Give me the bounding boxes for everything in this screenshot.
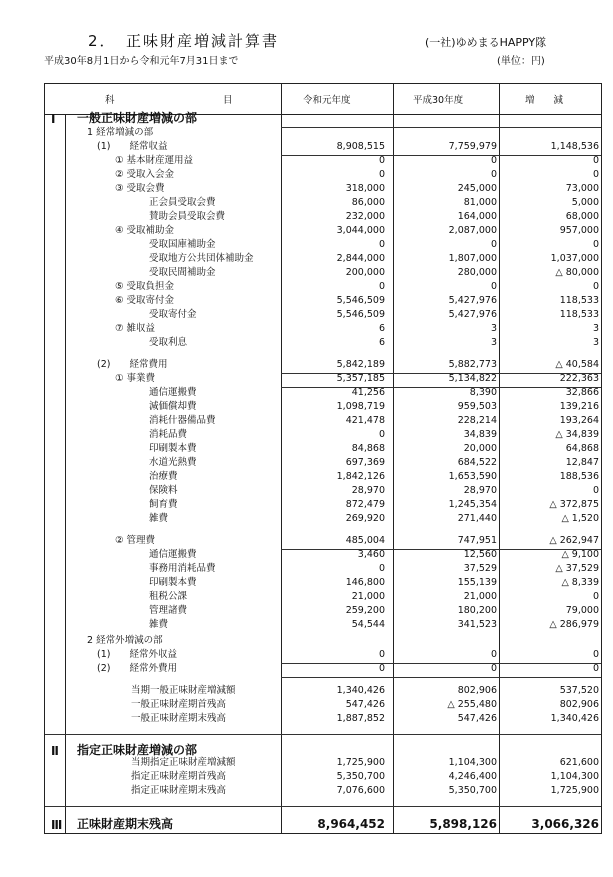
prior-year-value: 3 xyxy=(490,337,497,348)
current-year-value: 0 xyxy=(378,649,385,660)
change-value: 32,866 xyxy=(565,387,599,398)
current-year-value: 547,426 xyxy=(345,699,385,710)
row-label: 事務用消耗品費 xyxy=(149,563,216,574)
current-year-value: 0 xyxy=(378,429,385,440)
row-label: 雑費 xyxy=(149,513,169,524)
table-row xyxy=(45,513,601,525)
table-row xyxy=(45,112,601,124)
statement-title: 2． 正味財産増減計算書 xyxy=(88,32,280,50)
table-row xyxy=(45,663,601,675)
prior-year-value: 20,000 xyxy=(463,443,497,454)
table-row xyxy=(45,635,601,647)
section-rule xyxy=(45,806,601,807)
prior-year-value: 1,807,000 xyxy=(448,253,497,264)
row-label: 租税公課 xyxy=(149,591,188,602)
prior-year-value: 1,104,300 xyxy=(448,757,497,768)
row-label: 当期一般正味財産増減額 xyxy=(131,685,236,696)
row-label: ② 受取入会金 xyxy=(115,169,175,180)
change-value: 1,340,426 xyxy=(550,713,599,724)
table-row xyxy=(45,757,601,769)
change-value: 12,847 xyxy=(565,457,599,468)
prior-year-value: 802,906 xyxy=(457,685,497,696)
row-label: 指定正味財産増減の部 xyxy=(77,743,198,757)
row-label: 消耗什器備品費 xyxy=(149,415,216,426)
change-value: 1,037,000 xyxy=(550,253,599,264)
change-value: 73,000 xyxy=(565,183,599,194)
prior-year-value: 547,426 xyxy=(457,713,497,724)
prior-year-value: 1,245,354 xyxy=(448,499,497,510)
current-year-value: 2,844,000 xyxy=(336,253,385,264)
current-year-value: 1,340,426 xyxy=(336,685,385,696)
row-label: ④ 受取補助金 xyxy=(115,225,175,236)
header-current-year: 令和元年度 xyxy=(303,95,351,106)
row-label: 2 経常外増減の部 xyxy=(87,635,163,646)
prior-year-value: 164,000 xyxy=(457,211,497,222)
prior-year-value: 0 xyxy=(490,155,497,166)
table-row xyxy=(45,337,601,349)
table-row xyxy=(45,563,601,575)
table-row xyxy=(45,127,601,139)
current-year-value: 3,044,000 xyxy=(336,225,385,236)
change-value: 0 xyxy=(592,169,599,180)
current-year-value: 872,479 xyxy=(345,499,385,510)
change-value: 0 xyxy=(592,663,599,674)
rule-line xyxy=(281,677,601,678)
change-value: 222,363 xyxy=(559,373,599,384)
current-year-value: 697,369 xyxy=(345,457,385,468)
prior-year-value: 0 xyxy=(490,281,497,292)
current-year-value: 1,098,719 xyxy=(336,401,385,412)
unit-label: (単位：円) xyxy=(497,56,545,67)
prior-year-value: 5,898,126 xyxy=(429,817,497,831)
table-row xyxy=(45,549,601,561)
change-value: 1,148,536 xyxy=(550,141,599,152)
prior-year-value: 245,000 xyxy=(457,183,497,194)
change-value: 118,533 xyxy=(559,295,599,306)
row-label: ⑥ 受取寄付金 xyxy=(115,295,175,306)
prior-year-value: 228,214 xyxy=(457,415,497,426)
current-year-value: 86,000 xyxy=(351,197,385,208)
change-value: 3 xyxy=(592,323,599,334)
row-label: (2) 経常外費用 xyxy=(97,663,177,674)
current-year-value: 1,887,852 xyxy=(336,713,385,724)
prior-year-value: 8,390 xyxy=(469,387,497,398)
table-row xyxy=(45,415,601,427)
change-value: 64,868 xyxy=(565,443,599,454)
current-year-value: 8,964,452 xyxy=(317,817,385,831)
table-row xyxy=(45,359,601,371)
current-year-value: 5,842,189 xyxy=(336,359,385,370)
row-label: 水道光熱費 xyxy=(149,457,197,468)
row-label: (1) 経常収益 xyxy=(97,141,168,152)
change-value: 0 xyxy=(592,239,599,250)
prior-year-value: 81,000 xyxy=(463,197,497,208)
change-value: 193,264 xyxy=(559,415,599,426)
table-row xyxy=(45,267,601,279)
change-value: △ 34,839 xyxy=(555,429,599,440)
table-row xyxy=(45,253,601,265)
header-subject-1: 科 xyxy=(105,95,115,106)
prior-year-value: 5,350,700 xyxy=(448,785,497,796)
table-row xyxy=(45,309,601,321)
prior-year-value: 7,759,979 xyxy=(448,141,497,152)
change-value: 5,000 xyxy=(571,197,599,208)
current-year-value: 5,350,700 xyxy=(336,771,385,782)
table-row xyxy=(45,323,601,335)
roman-numeral-2: Ⅱ xyxy=(51,744,59,758)
prior-year-value: 37,529 xyxy=(463,563,497,574)
table-row xyxy=(45,649,601,661)
table-row xyxy=(45,239,601,251)
section-rule xyxy=(45,734,601,735)
fiscal-period: 平成30年8月1日から令和元年7月31日まで xyxy=(44,56,239,67)
change-value: △ 40,584 xyxy=(555,359,599,370)
prior-year-value: 5,427,976 xyxy=(448,309,497,320)
row-label: ② 管理費 xyxy=(115,535,156,546)
prior-year-value: 28,970 xyxy=(463,485,497,496)
change-value: △ 286,979 xyxy=(549,619,599,630)
table-row xyxy=(45,818,601,830)
table-row xyxy=(45,457,601,469)
table-row xyxy=(45,591,601,603)
current-year-value: 5,546,509 xyxy=(336,295,385,306)
change-value: △ 1,520 xyxy=(561,513,599,524)
prior-year-value: 280,000 xyxy=(457,267,497,278)
header-change: 増 減 xyxy=(525,95,564,106)
change-value: 79,000 xyxy=(565,605,599,616)
table-row xyxy=(45,499,601,511)
current-year-value: 0 xyxy=(378,281,385,292)
current-year-value: 84,868 xyxy=(351,443,385,454)
change-value: △ 372,875 xyxy=(549,499,599,510)
prior-year-value: 341,523 xyxy=(457,619,497,630)
row-label: 一般正味財産期末残高 xyxy=(131,713,227,724)
change-value: 1,104,300 xyxy=(550,771,599,782)
row-label: 指定正味財産期首残高 xyxy=(131,771,227,782)
header-prior-year: 平成30年度 xyxy=(413,95,464,106)
row-label: 受取民間補助金 xyxy=(149,267,216,278)
current-year-value: 259,200 xyxy=(345,605,385,616)
table-row xyxy=(45,183,601,195)
current-year-value: 269,920 xyxy=(345,513,385,524)
current-year-value: 146,800 xyxy=(345,577,385,588)
statement-table xyxy=(44,83,602,834)
row-label: 通信運搬費 xyxy=(149,549,197,560)
change-value: 0 xyxy=(592,485,599,496)
row-label: 消耗品費 xyxy=(149,429,188,440)
row-label: (1) 経常外収益 xyxy=(97,649,177,660)
prior-year-value: 0 xyxy=(490,663,497,674)
row-label: ⑦ 雑収益 xyxy=(115,323,156,334)
table-row xyxy=(45,535,601,547)
table-row xyxy=(45,155,601,167)
prior-year-value: 12,560 xyxy=(463,549,497,560)
current-year-value: 200,000 xyxy=(345,267,385,278)
table-row xyxy=(45,281,601,293)
current-year-value: 21,000 xyxy=(351,591,385,602)
current-year-value: 6 xyxy=(378,337,385,348)
row-label: ⑤ 受取負担金 xyxy=(115,281,175,292)
row-label: ① 基本財産運用益 xyxy=(115,155,194,166)
prior-year-value: 0 xyxy=(490,169,497,180)
current-year-value: 8,908,515 xyxy=(336,141,385,152)
prior-year-value: 271,440 xyxy=(457,513,497,524)
change-value: 802,906 xyxy=(559,699,599,710)
row-label: 保険料 xyxy=(149,485,178,496)
table-row xyxy=(45,443,601,455)
organization-name: (一社)ゆめまるHAPPY隊 xyxy=(425,36,547,49)
table-row xyxy=(45,471,601,483)
table-row xyxy=(45,605,601,617)
row-label: 1 経常増減の部 xyxy=(87,127,154,138)
change-value: 139,216 xyxy=(559,401,599,412)
change-value: 0 xyxy=(592,155,599,166)
table-row xyxy=(45,699,601,711)
prior-year-value: 34,839 xyxy=(463,429,497,440)
row-label: 正味財産期末残高 xyxy=(77,817,174,831)
row-label: 印刷製本費 xyxy=(149,443,197,454)
change-value: 3,066,326 xyxy=(531,817,599,831)
table-row xyxy=(45,619,601,631)
change-value: 621,600 xyxy=(559,757,599,768)
table-row xyxy=(45,744,601,756)
table-row xyxy=(45,141,601,153)
change-value: 0 xyxy=(592,281,599,292)
prior-year-value: 0 xyxy=(490,649,497,660)
current-year-value: 232,000 xyxy=(345,211,385,222)
prior-year-value: 4,246,400 xyxy=(448,771,497,782)
change-value: 68,000 xyxy=(565,211,599,222)
table-row xyxy=(45,295,601,307)
row-label: ① 事業費 xyxy=(115,373,156,384)
prior-year-value: 1,653,590 xyxy=(448,471,497,482)
row-label: 指定正味財産期末残高 xyxy=(131,785,227,796)
change-value: △ 80,000 xyxy=(555,267,599,278)
prior-year-value: 2,087,000 xyxy=(448,225,497,236)
prior-year-value: 155,139 xyxy=(457,577,497,588)
row-label: 当期指定正味財産増減額 xyxy=(131,757,236,768)
current-year-value: 5,546,509 xyxy=(336,309,385,320)
current-year-value: 1,842,126 xyxy=(336,471,385,482)
table-row xyxy=(45,429,601,441)
prior-year-value: 684,522 xyxy=(457,457,497,468)
row-label: 管理諸費 xyxy=(149,605,188,616)
table-row xyxy=(45,577,601,589)
row-label: (2) 経常費用 xyxy=(97,359,168,370)
row-label: 印刷製本費 xyxy=(149,577,197,588)
table-row xyxy=(45,197,601,209)
prior-year-value: 21,000 xyxy=(463,591,497,602)
change-value: 0 xyxy=(592,649,599,660)
row-label: 受取利息 xyxy=(149,337,188,348)
row-label: 受取国庫補助金 xyxy=(149,239,216,250)
change-value: 957,000 xyxy=(559,225,599,236)
current-year-value: 318,000 xyxy=(345,183,385,194)
current-year-value: 7,076,600 xyxy=(336,785,385,796)
table-row xyxy=(45,225,601,237)
current-year-value: 0 xyxy=(378,663,385,674)
current-year-value: 3,460 xyxy=(357,549,385,560)
change-value: △ 8,339 xyxy=(561,577,599,588)
change-value: △ 262,947 xyxy=(549,535,599,546)
change-value: 537,520 xyxy=(559,685,599,696)
row-label: 治療費 xyxy=(149,471,178,482)
change-value: 118,533 xyxy=(559,309,599,320)
current-year-value: 0 xyxy=(378,169,385,180)
prior-year-value: △ 255,480 xyxy=(447,699,497,710)
prior-year-value: 5,882,773 xyxy=(448,359,497,370)
prior-year-value: 959,503 xyxy=(457,401,497,412)
row-label: 飼育費 xyxy=(149,499,178,510)
prior-year-value: 180,200 xyxy=(457,605,497,616)
table-row xyxy=(45,713,601,725)
roman-numeral-3: Ⅲ xyxy=(51,818,63,832)
row-label: 通信運搬費 xyxy=(149,387,197,398)
current-year-value: 28,970 xyxy=(351,485,385,496)
current-year-value: 421,478 xyxy=(345,415,385,426)
prior-year-value: 3 xyxy=(490,323,497,334)
roman-numeral-1: Ⅰ xyxy=(51,112,56,126)
table-row xyxy=(45,401,601,413)
table-row xyxy=(45,785,601,797)
row-label: 賛助会員受取会費 xyxy=(149,211,226,222)
row-label: 受取地方公共団体補助金 xyxy=(149,253,254,264)
current-year-value: 6 xyxy=(378,323,385,334)
prior-year-value: 0 xyxy=(490,239,497,250)
current-year-value: 485,004 xyxy=(345,535,385,546)
row-label: 減価償却費 xyxy=(149,401,197,412)
table-row xyxy=(45,685,601,697)
current-year-value: 0 xyxy=(378,239,385,250)
header-subject-2: 目 xyxy=(223,95,233,106)
prior-year-value: 5,427,976 xyxy=(448,295,497,306)
table-row xyxy=(45,485,601,497)
table-row xyxy=(45,211,601,223)
current-year-value: 54,544 xyxy=(351,619,385,630)
current-year-value: 41,256 xyxy=(351,387,385,398)
current-year-value: 0 xyxy=(378,563,385,574)
change-value: △ 37,529 xyxy=(555,563,599,574)
change-value: 3 xyxy=(592,337,599,348)
prior-year-value: 5,134,822 xyxy=(448,373,497,384)
table-row xyxy=(45,169,601,181)
row-label: 一般正味財産期首残高 xyxy=(131,699,227,710)
current-year-value: 5,357,185 xyxy=(336,373,385,384)
row-label: 受取寄付金 xyxy=(149,309,197,320)
table-row xyxy=(45,771,601,783)
change-value: 0 xyxy=(592,591,599,602)
change-value: 188,536 xyxy=(559,471,599,482)
change-value: △ 9,100 xyxy=(561,549,599,560)
row-label: 雑費 xyxy=(149,619,169,630)
current-year-value: 1,725,900 xyxy=(336,757,385,768)
row-label: 一般正味財産増減の部 xyxy=(77,111,198,125)
change-value: 1,725,900 xyxy=(550,785,599,796)
table-row xyxy=(45,387,601,399)
row-label: ③ 受取会費 xyxy=(115,183,165,194)
current-year-value: 0 xyxy=(378,155,385,166)
table-row xyxy=(45,373,601,385)
prior-year-value: 747,951 xyxy=(457,535,497,546)
row-label: 正会員受取会費 xyxy=(149,197,216,208)
